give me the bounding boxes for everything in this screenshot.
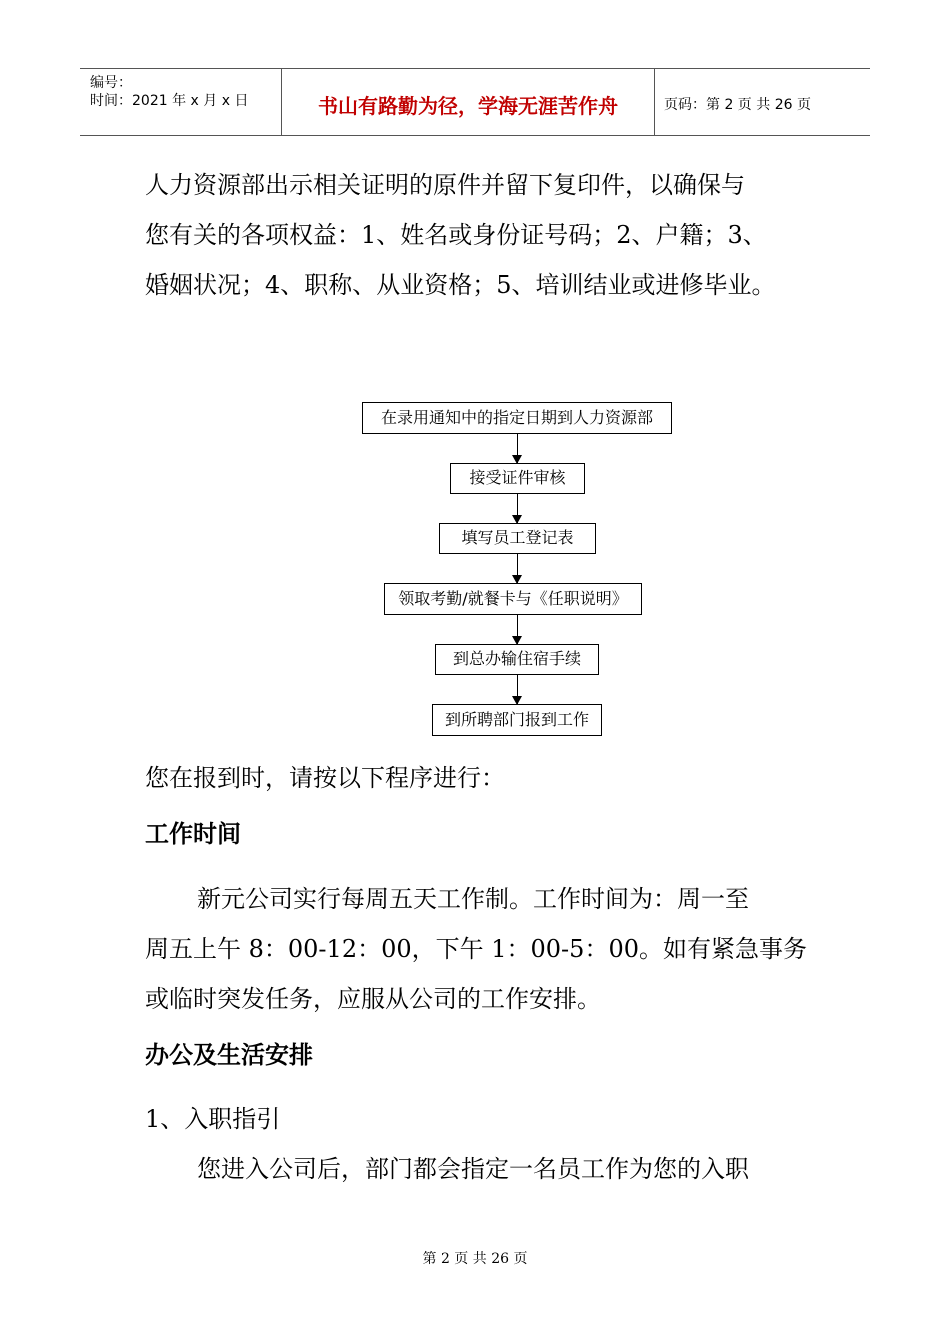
flow-step-2: 接受证件审核 <box>450 463 585 494</box>
flow-arrow-2 <box>517 494 518 523</box>
report-note: 您在报到时，请按以下程序进行： <box>145 764 505 792</box>
flow-step-1: 在录用通知中的指定日期到人力资源部 <box>362 402 672 434</box>
office-line-1: 您进入公司后，部门都会指定一名员工作为您的入职 <box>197 1155 749 1183</box>
flow-step-3: 填写员工登记表 <box>439 523 596 554</box>
flow-step-5: 到总办输住宿手续 <box>435 644 599 675</box>
intro-line-1: 人力资源部出示相关证明的原件并留下复印件，以确保与 <box>145 171 745 199</box>
flow-arrow-4 <box>517 615 518 644</box>
intro-line-3: 婚姻状况；4、职称、从业资格；5、培训结业或进修毕业。 <box>145 271 776 299</box>
work-time-line-1: 新元公司实行每周五天工作制。工作时间为：周一至 <box>197 885 749 913</box>
work-time-heading: 工作时间 <box>145 820 241 848</box>
flow-arrow-1 <box>517 434 518 463</box>
work-time-line-3: 或临时突发任务，应服从公司的工作安排。 <box>145 985 601 1013</box>
serial-label: 编号： <box>90 75 132 91</box>
intro-line-2: 您有关的各项权益：1、姓名或身份证号码；2、户籍；3、 <box>145 221 767 249</box>
header-divider-right <box>654 68 655 136</box>
page-footer: 第 2 页 共 26 页 <box>422 1251 528 1267</box>
time-label: 时间：2021 年 x 月 x 日 <box>90 93 249 109</box>
flow-arrow-5 <box>517 675 518 704</box>
flow-step-4: 领取考勤/就餐卡与《任职说明》 <box>384 583 642 615</box>
header-top-rule <box>80 68 870 69</box>
flow-step-6: 到所聘部门报到工作 <box>432 704 602 736</box>
work-time-line-2: 周五上午 8：00-12：00，下午 1：00-5：00。如有紧急事务 <box>145 935 807 963</box>
office-heading: 办公及生活安排 <box>145 1041 313 1069</box>
office-subheading: 1、入职指引 <box>145 1105 281 1133</box>
flow-arrow-3 <box>517 554 518 583</box>
header-bottom-rule <box>80 135 870 136</box>
page-info: 页码：第 2 页 共 26 页 <box>664 97 811 113</box>
header-motto: 书山有路勤为径，学海无涯苦作舟 <box>318 94 618 118</box>
